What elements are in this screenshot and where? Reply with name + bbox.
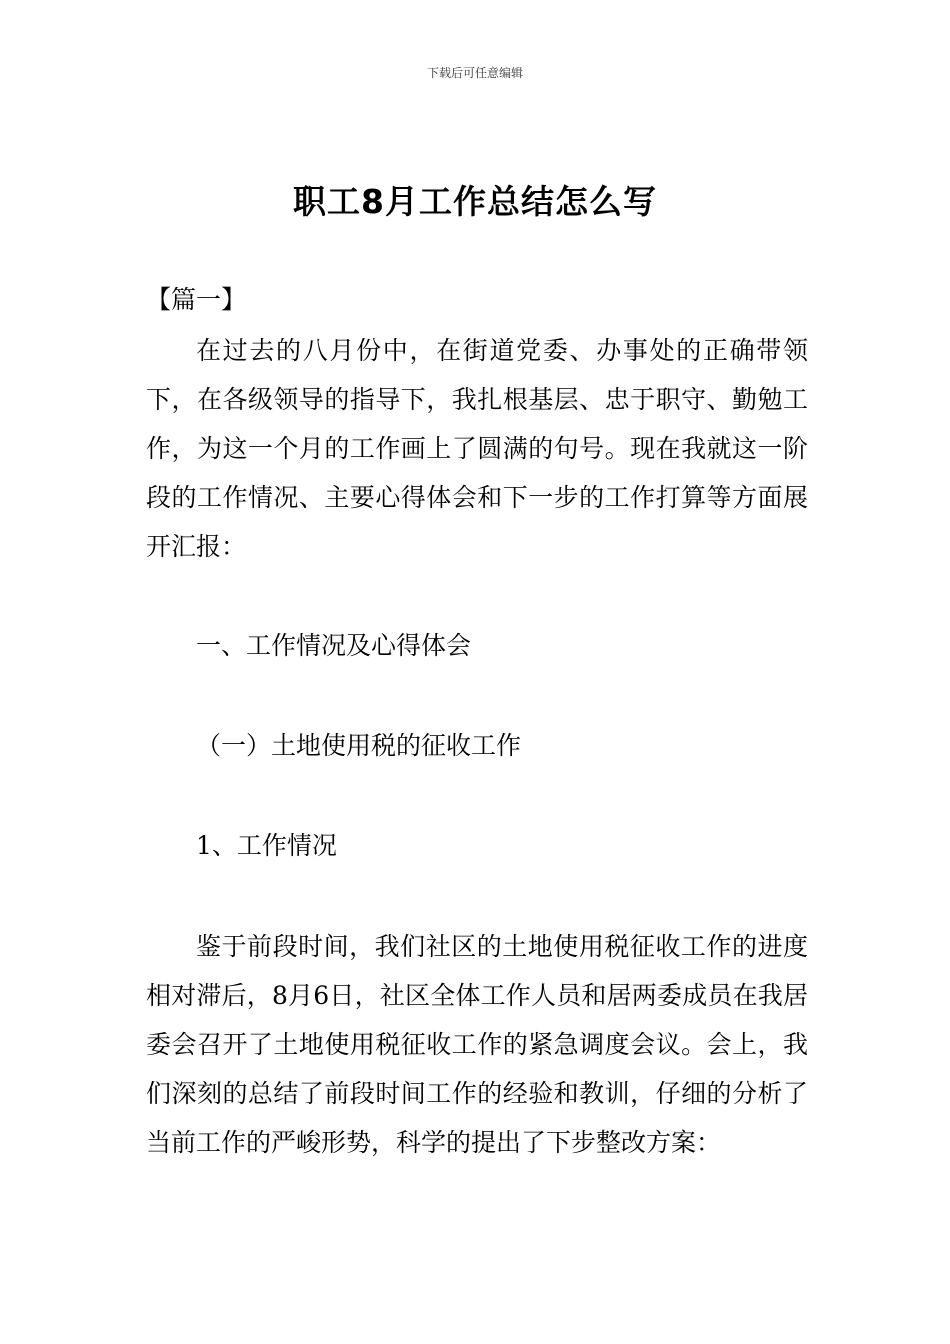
tax-paragraph-block (146, 922, 808, 1167)
section-tag: 【篇一】 (146, 285, 247, 314)
intro-paragraph: 在过去的八月份中，在街道党委、办事处的正确带领下，在各级领导的指导下，我扎根基层、忠于职守、勤勉工作，为这一个月的工作画上了圆满的句号。现在我就这一阶段的工作情况、主要心得体会和下一步的工作打算等方面展开汇报： (146, 336, 808, 561)
document-title: 职工8月工作总结怎么写 (293, 182, 657, 221)
heading-work-situation: 一、工作情况及心得体会 (196, 631, 472, 660)
header-note: 下载后可任意编辑 (426, 66, 523, 80)
intro-paragraph-block (146, 326, 808, 571)
tax-paragraph: 鉴于前段时间，我们社区的土地使用税征收工作的进度相对滞后，8月6日，社区全体工作人员和居两委成员在我居委会召开了土地使用税征收工作的紧急调度会议。会上，我们深刻的总结了前段时间工作的经验和教训，仔细的分析了当前工作的严峻形势，科学的提出了下步整改方案： (146, 932, 808, 1157)
heading-land-tax: （一）土地使用税的征收工作 (196, 731, 522, 760)
heading-work-details: 1、工作情况 (196, 831, 337, 860)
